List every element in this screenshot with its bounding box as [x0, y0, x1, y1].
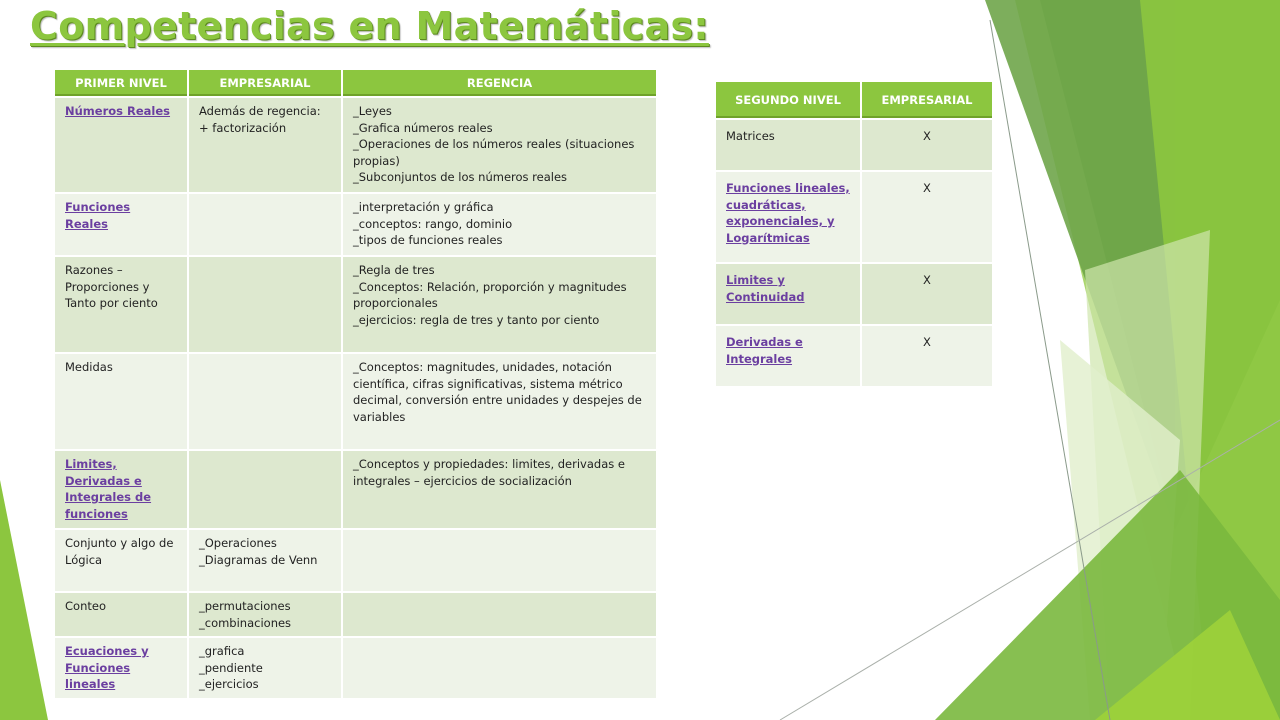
regencia-cell: _interpretación y gráfica _conceptos: rango, dominio _tipos de funciones reales	[342, 193, 657, 256]
table-header-row	[715, 81, 993, 119]
topic-cell: Razones – Proporciones y Tanto por ciento	[54, 256, 188, 353]
table-row	[715, 119, 993, 171]
regencia-cell: _Conceptos y propiedades: limites, derivadas e integrales – ejercicios de socialización	[342, 450, 657, 529]
table-row	[54, 637, 657, 699]
column-header: REGENCIA	[342, 69, 657, 97]
table-row	[54, 97, 657, 193]
table-row	[54, 256, 657, 353]
column-header: EMPRESARIAL	[188, 69, 342, 97]
empresarial-cell: Además de regencia: + factorización	[188, 97, 342, 193]
column-header: EMPRESARIAL	[861, 81, 993, 119]
table-row	[54, 450, 657, 529]
regencia-cell	[342, 637, 657, 699]
topic-cell: Limites y Continuidad	[715, 263, 861, 325]
regencia-cell	[342, 529, 657, 592]
topic-cell: Funciones lineales, cuadráticas, exponenciales, y Logarítmicas	[715, 171, 861, 263]
table-row	[54, 529, 657, 592]
empresarial-cell	[188, 256, 342, 353]
regencia-cell: _Conceptos: magnitudes, unidades, notación científica, cifras significativas, sistema métrico decimal, conversión entre unidades y despejes de variables	[342, 353, 657, 450]
empresarial-cell: _grafica _pendiente _ejercicios	[188, 637, 342, 699]
topic-cell: Matrices	[715, 119, 861, 171]
page-title: Competencias en Matemáticas:	[30, 4, 709, 48]
table-row	[54, 193, 657, 256]
topic-cell: Conjunto y algo de Lógica	[54, 529, 188, 592]
primer-nivel-table	[53, 68, 658, 700]
empresarial-cell	[188, 193, 342, 256]
empresarial-cell: _Operaciones _Diagramas de Venn	[188, 529, 342, 592]
empresarial-cell	[188, 353, 342, 450]
empresarial-cell: _permutaciones _combinaciones	[188, 592, 342, 637]
table-row	[715, 325, 993, 387]
empresarial-cell: X	[861, 263, 993, 325]
empresarial-cell: X	[861, 171, 993, 263]
regencia-cell: _Leyes _Grafica números reales _Operaciones de los números reales (situaciones propias) _Subconjuntos de los números reales	[342, 97, 657, 193]
table-row	[715, 263, 993, 325]
table-row	[54, 592, 657, 637]
column-header: SEGUNDO NIVEL	[715, 81, 861, 119]
regencia-cell: _Regla de tres _Conceptos: Relación, proporción y magnitudes proporcionales _ejercicios: regla de tres y tanto por ciento	[342, 256, 657, 353]
regencia-cell	[342, 592, 657, 637]
topic-cell: Conteo	[54, 592, 188, 637]
column-header: PRIMER NIVEL	[54, 69, 188, 97]
empresarial-cell	[188, 450, 342, 529]
topic-cell: Derivadas e Integrales	[715, 325, 861, 387]
empresarial-cell: X	[861, 325, 993, 387]
topic-cell: Funciones Reales	[54, 193, 188, 256]
topic-cell: Medidas	[54, 353, 188, 450]
topic-cell: Limites, Derivadas e Integrales de funciones	[54, 450, 188, 529]
table-header-row	[54, 69, 657, 97]
topic-cell: Ecuaciones y Funciones lineales	[54, 637, 188, 699]
table-row	[715, 171, 993, 263]
topic-cell: Números Reales	[54, 97, 188, 193]
table-row	[54, 353, 657, 450]
empresarial-cell: X	[861, 119, 993, 171]
segundo-nivel-table	[714, 80, 994, 388]
